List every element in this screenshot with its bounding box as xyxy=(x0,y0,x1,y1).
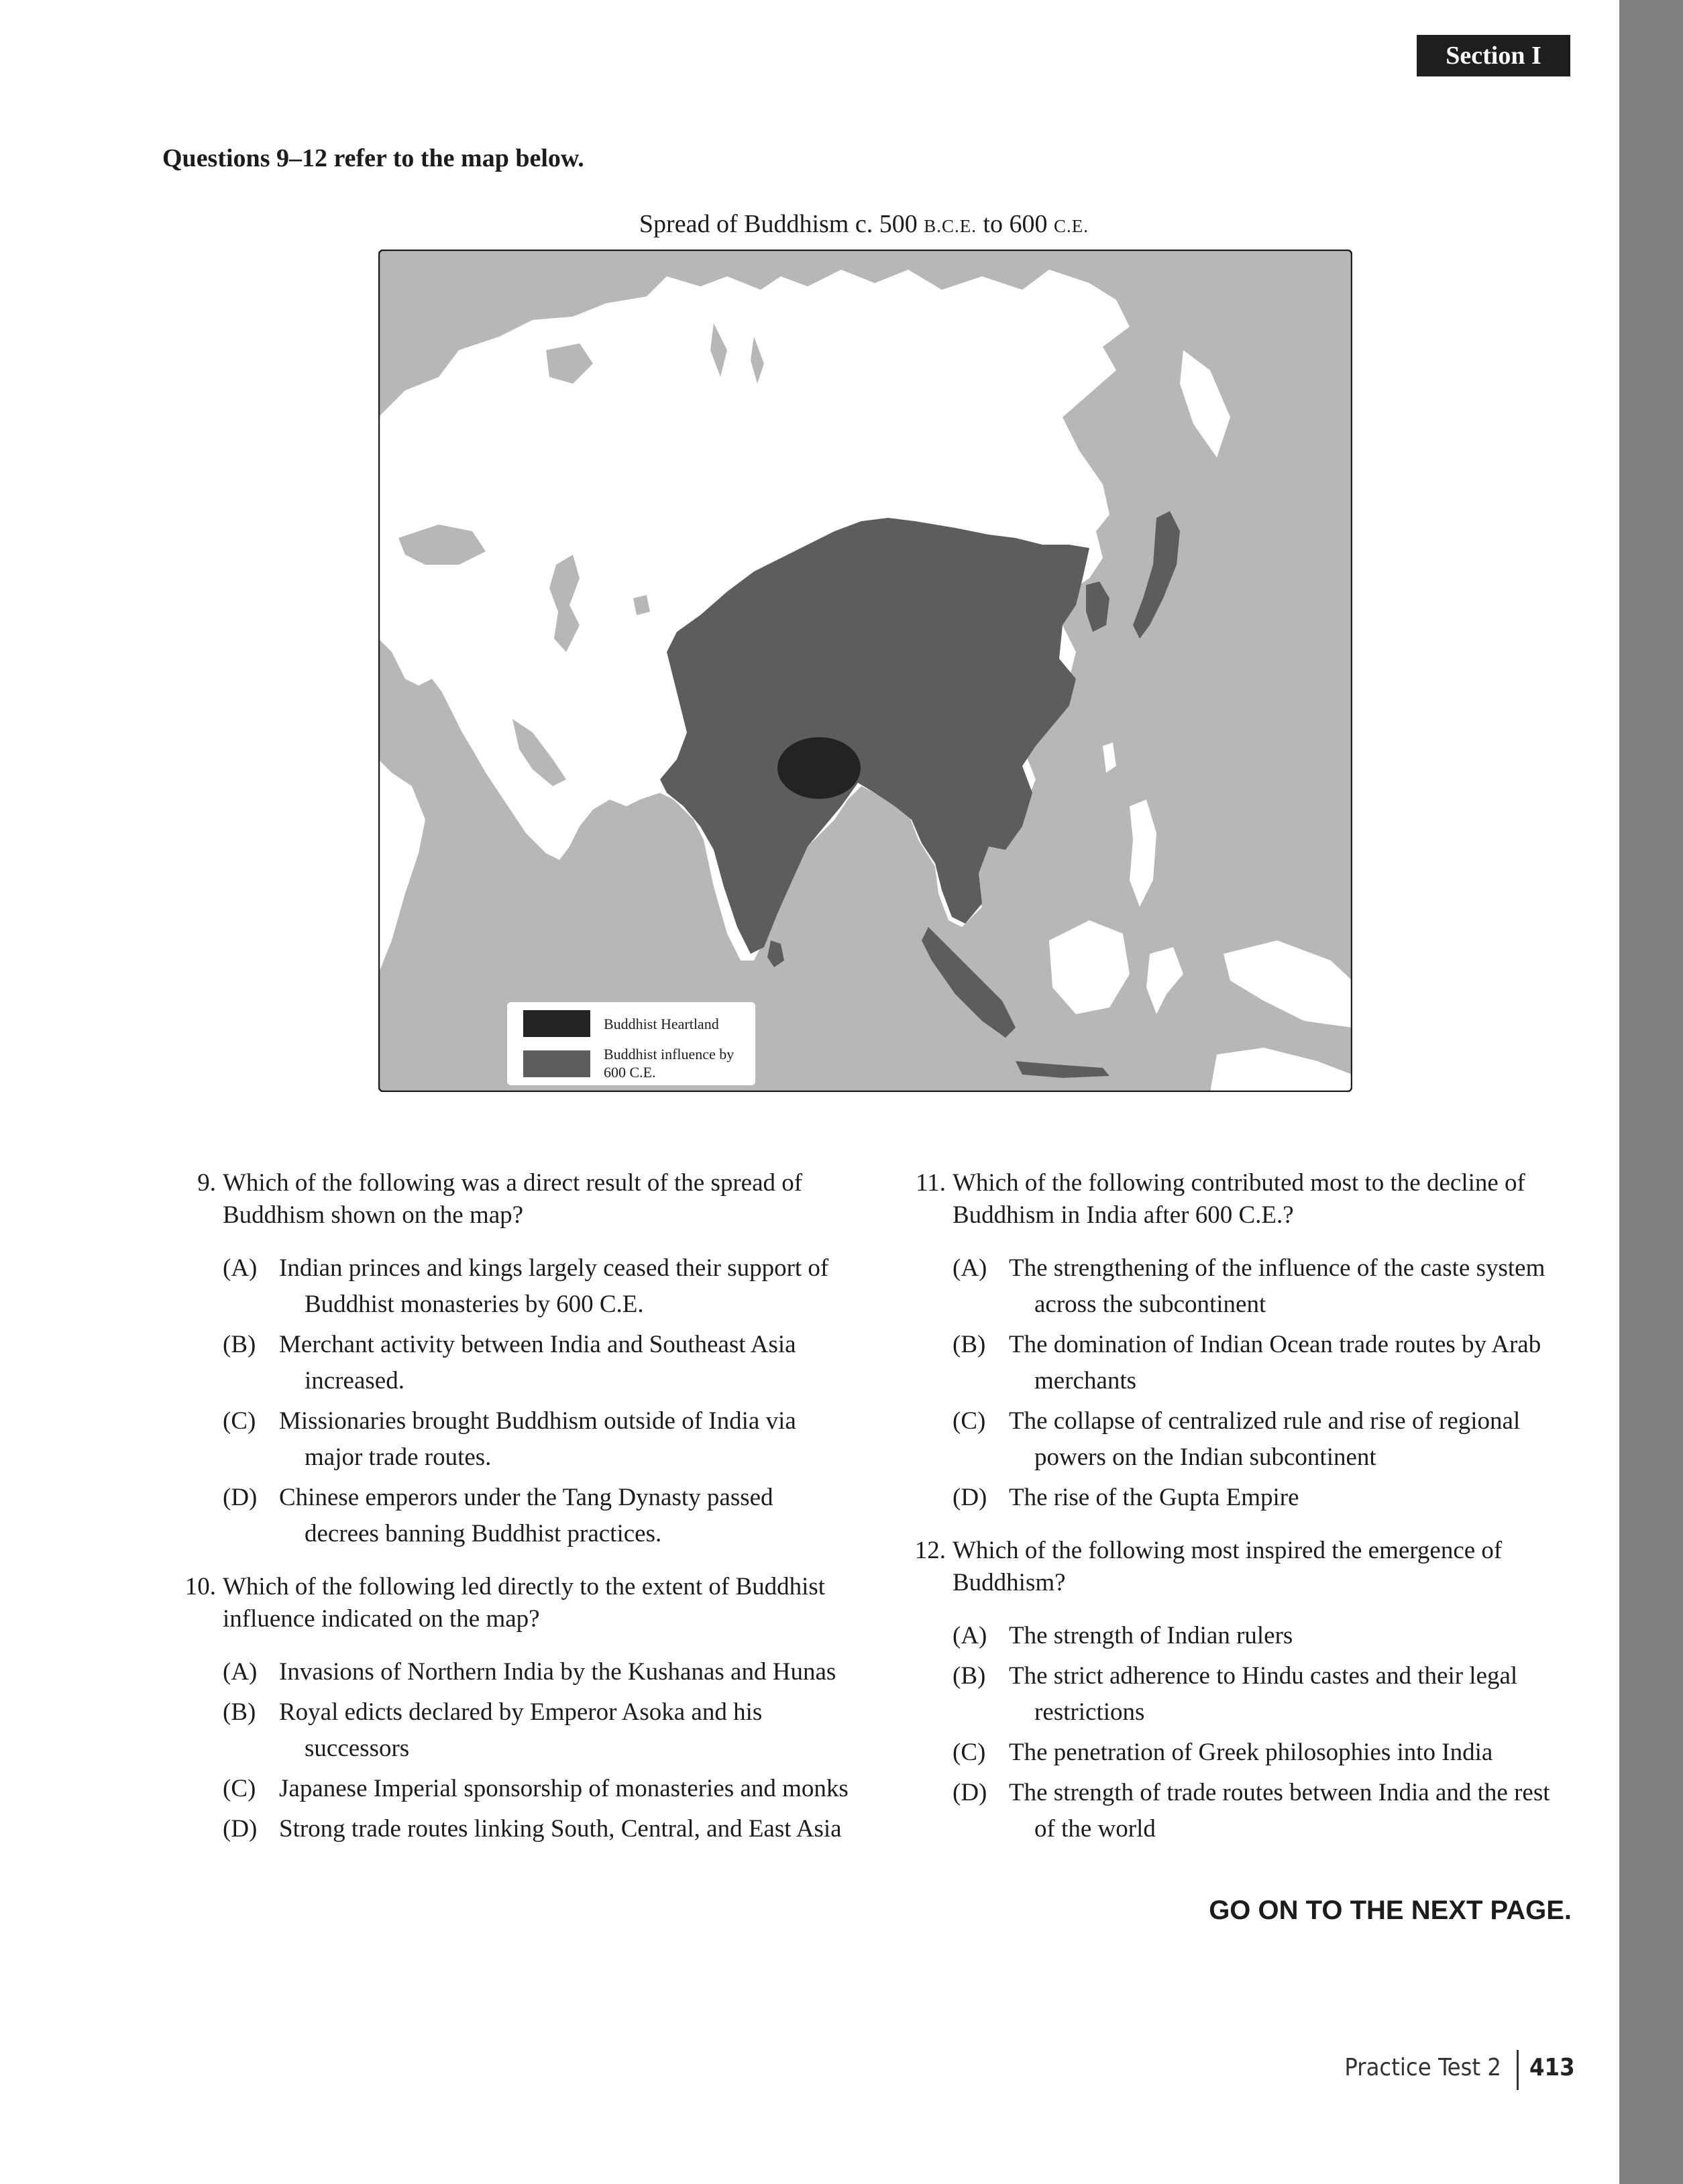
question-number: 9. xyxy=(197,1169,216,1197)
legend-label-influence-line2: 600 C.E. xyxy=(604,1064,656,1081)
choice-text: The strengthening of the influence of the caste system across the subcontinent xyxy=(1009,1254,1545,1318)
question-text: Which of the following was a direct result of the spread of Buddhism shown on the map? xyxy=(223,1169,803,1229)
legend-swatch-influence xyxy=(523,1050,590,1077)
choice-letter: (B) xyxy=(953,1662,986,1690)
question-stem xyxy=(899,1535,1576,1599)
choice-text: The penetration of Greek philosophies into India xyxy=(1009,1739,1493,1766)
legend-label-influence: Buddhist influence by xyxy=(604,1046,735,1062)
map-legend xyxy=(507,1002,755,1085)
choice-text: The rise of the Gupta Empire xyxy=(1009,1484,1299,1511)
question-12 xyxy=(899,1535,1576,1851)
answer-choices xyxy=(953,1618,1576,1847)
choice-letter: (B) xyxy=(223,1698,256,1726)
choice-text: Royal edicts declared by Emperor Asoka and his successors xyxy=(279,1698,763,1762)
choice-letter: (D) xyxy=(223,1484,258,1511)
choice-text: The strength of Indian rulers xyxy=(1009,1622,1293,1649)
choice-letter: (C) xyxy=(953,1407,986,1435)
answer-choices xyxy=(223,1654,853,1847)
choice-letter: (B) xyxy=(953,1331,986,1358)
choice-b[interactable] xyxy=(953,1658,1576,1731)
choice-a[interactable] xyxy=(953,1618,1576,1654)
legend-label-heartland: Buddhist Heartland xyxy=(604,1016,719,1032)
map-title: Spread of Buddhism c. 500 B.C.E. to 600 C.E. xyxy=(639,210,1089,238)
choice-a[interactable] xyxy=(223,1250,853,1323)
choice-letter: (D) xyxy=(953,1484,987,1511)
choice-text: Merchant activity between India and Southeast Asia increased. xyxy=(279,1331,796,1395)
choice-text: Indian princes and kings largely ceased their support of Buddhist monasteries by 600 C.E. xyxy=(279,1254,829,1318)
choice-c[interactable] xyxy=(953,1403,1576,1476)
choice-a[interactable] xyxy=(223,1654,853,1690)
question-stem xyxy=(899,1167,1576,1232)
questions-intro: Questions 9–12 refer to the map below. xyxy=(162,144,584,172)
answer-choices xyxy=(223,1250,853,1552)
choice-text: The domination of Indian Ocean trade routes by Arab merchants xyxy=(1009,1331,1541,1395)
choice-text: The collapse of centralized rule and rise of regional powers on the Indian subcontinent xyxy=(1009,1407,1521,1471)
buddhism-map xyxy=(378,250,1352,1092)
choice-letter: (D) xyxy=(953,1779,987,1806)
question-text: Which of the following contributed most to the decline of Buddhism in India after 600 C.E.? xyxy=(953,1169,1525,1229)
choice-d[interactable] xyxy=(223,1811,853,1847)
choice-c[interactable] xyxy=(953,1735,1576,1771)
choice-d[interactable] xyxy=(953,1775,1576,1847)
go-on-notice: GO ON TO THE NEXT PAGE. xyxy=(1209,1896,1572,1925)
question-number: 11. xyxy=(916,1169,946,1197)
section-label: Section I xyxy=(1417,35,1570,76)
choice-text: Invasions of Northern India by the Kushanas and Hunas xyxy=(279,1658,836,1686)
choice-text: The strict adherence to Hindu castes and their legal restrictions xyxy=(1009,1662,1518,1726)
question-11 xyxy=(899,1167,1576,1520)
footer-divider xyxy=(1517,2050,1519,2090)
choice-d[interactable] xyxy=(223,1480,853,1552)
question-text: Which of the following led directly to the extent of Buddhist influence indicated on the map? xyxy=(223,1573,826,1633)
choice-c[interactable] xyxy=(223,1771,853,1807)
answer-choices xyxy=(953,1250,1576,1516)
choice-d[interactable] xyxy=(953,1480,1576,1516)
question-stem xyxy=(169,1167,853,1232)
choice-b[interactable] xyxy=(223,1694,853,1767)
page-edge-bar xyxy=(1619,0,1683,2184)
choice-letter: (B) xyxy=(223,1331,256,1358)
question-stem xyxy=(169,1571,853,1635)
question-9 xyxy=(169,1167,853,1556)
buddhist-heartland xyxy=(777,737,861,799)
question-number: 12. xyxy=(914,1537,946,1564)
choice-letter: (C) xyxy=(953,1739,986,1766)
choice-c[interactable] xyxy=(223,1403,853,1476)
choice-b[interactable] xyxy=(953,1327,1576,1399)
choice-letter: (C) xyxy=(223,1775,256,1802)
choice-text: Chinese emperors under the Tang Dynasty passed decrees banning Buddhist practices. xyxy=(279,1484,773,1547)
choice-letter: (D) xyxy=(223,1815,258,1843)
choice-a[interactable] xyxy=(953,1250,1576,1323)
page-footer xyxy=(1274,2050,1583,2090)
choice-b[interactable] xyxy=(223,1327,853,1399)
question-number: 10. xyxy=(184,1573,216,1600)
choice-letter: (A) xyxy=(223,1254,258,1282)
choice-text: The strength of trade routes between India and the rest of the world xyxy=(1009,1779,1550,1843)
choice-text: Japanese Imperial sponsorship of monasteries and monks xyxy=(279,1775,849,1802)
footer-label: Practice Test 2 xyxy=(1344,2054,1501,2081)
question-text: Which of the following most inspired the emergence of Buddhism? xyxy=(953,1537,1503,1596)
choice-text: Missionaries brought Buddhism outside of India via major trade routes. xyxy=(279,1407,796,1471)
choice-letter: (A) xyxy=(953,1622,987,1649)
choice-letter: (A) xyxy=(953,1254,987,1282)
page-number: 413 xyxy=(1529,2054,1575,2081)
legend-swatch-heartland xyxy=(523,1010,590,1037)
choice-text: Strong trade routes linking South, Central, and East Asia xyxy=(279,1815,842,1843)
question-10 xyxy=(169,1571,853,1851)
choice-letter: (A) xyxy=(223,1658,258,1686)
choice-letter: (C) xyxy=(223,1407,256,1435)
